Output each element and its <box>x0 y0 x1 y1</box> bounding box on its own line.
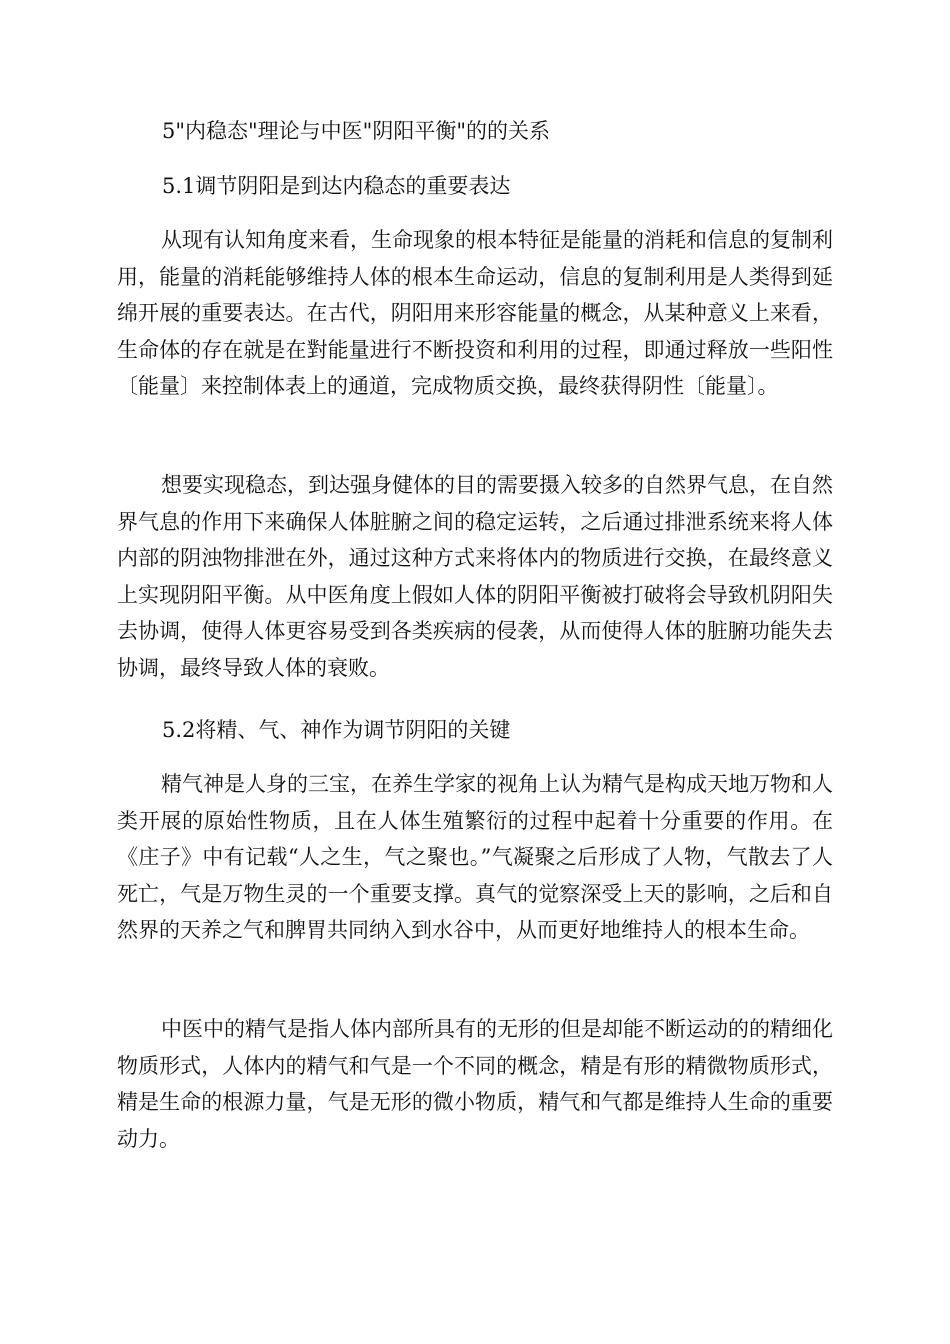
paragraph-three-treasures: 精气神是人身的三宝，在养生学家的视角上认为精气是构成天地万物和人类开展的原始性物质，且在人体生殖繁衍的过程中起着十分重要的作用。在《庄子》中有记载“人之生，气之聚也。”气凝聚之后形成了人物，气散去了人死亡，气是万物生灵的一个重要支撑。真气的觉察深受上天的影响，之后和自然界的天养之气和脾胃共同纳入到水谷中，从而更好地维持人的根本生命。 <box>117 772 833 943</box>
section-5-1-heading: 5.1调节阴阳是到达内稳态的重要表达 <box>162 174 511 198</box>
section-5-2-heading: 5.2将精、气、神作为调节阴阳的关键 <box>162 718 511 742</box>
paragraph-energy-information: 从现有认知角度来看，生命现象的根本特征是能量的消耗和信息的复制利用，能量的消耗能够维持人体的根本生命运动，信息的复制利用是人类得到延绵开展的重要表达。在古代，阴阳用来形容能量的概念，从某种意义上来看，生命体的存在就是在對能量进行不断投资和利用的过程，即通过释放一些阳性〔能量〕来控制体表上的通道，完成物质交换，最终获得阴性〔能量〕。 <box>117 228 833 399</box>
section-5-heading: 5"内稳态"理论与中医"阴阳平衡"的的关系 <box>162 119 550 143</box>
paragraph-homeostasis: 想要实现稳态，到达强身健体的目的需要摄入较多的自然界气息，在自然界气息的作用下来确保人体脏腑之间的稳定运转，之后通过排泄系统来将人体内部的阴浊物排泄在外，通过这种方式来将体内的物质进行交换，在最终意义上实现阴阳平衡。从中医角度上假如人体的阴阳平衡被打破将会导致机阴阳失去协调，使得人体更容易受到各类疾病的侵袭，从而使得人体的脏腑功能失去协调，最终导致人体的衰败。 <box>117 473 833 680</box>
paragraph-essence-qi: 中医中的精气是指人体内部所具有的无形的但是却能不断运动的的精细化物质形式，人体内的精气和气是一个不同的概念，精是有形的精微物质形式，精是生命的根源力量，气是无形的微小物质，精气和气都是维持人生命的重要动力。 <box>117 1017 833 1151</box>
